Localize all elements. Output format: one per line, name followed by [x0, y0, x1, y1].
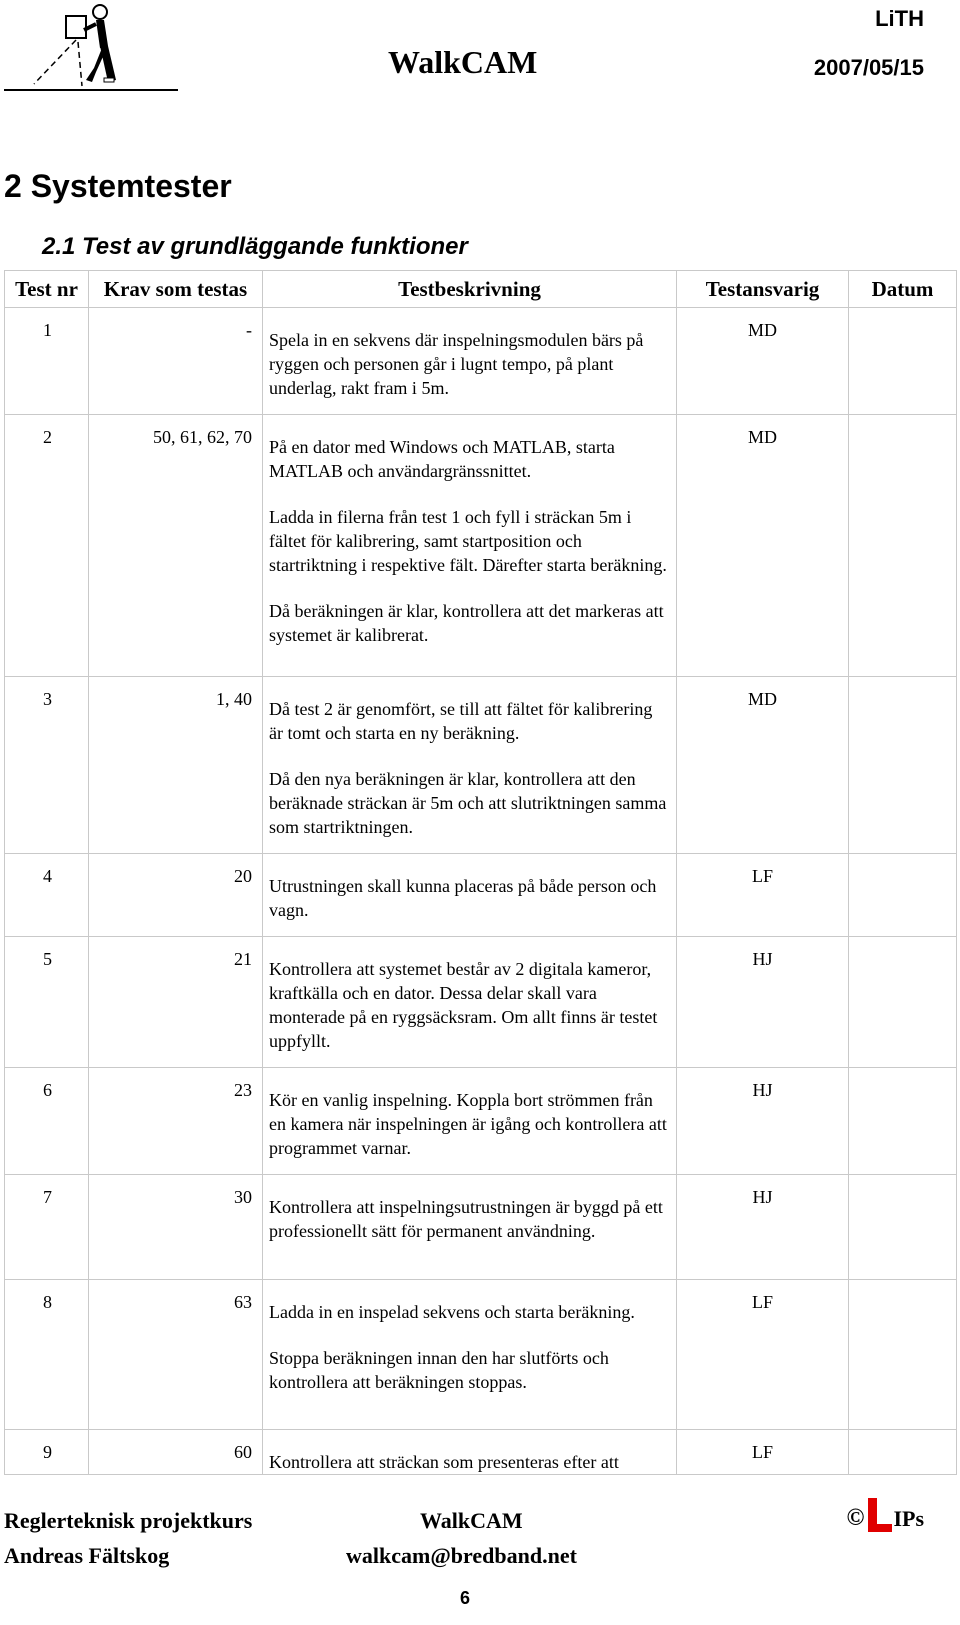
- description-cell: Kontrollera att inspelningsutrustningen är byggd på ett professionellt sätt för permanent användning.: [263, 1175, 677, 1280]
- date-cell: [849, 1280, 957, 1430]
- responsible-cell: LF: [677, 854, 849, 937]
- table-row: [5, 1175, 957, 1280]
- date-cell: [849, 415, 957, 677]
- description-cell: Kontrollera att sträckan som presenteras efter att: [263, 1430, 677, 1475]
- table-row: [5, 854, 957, 937]
- krav-cell: 23: [89, 1068, 263, 1175]
- table-row: [5, 677, 957, 854]
- column-header-testbeskrivning: Testbeskrivning: [263, 271, 677, 308]
- responsible-cell: MD: [677, 415, 849, 677]
- table-row: [5, 1280, 957, 1430]
- krav-cell: 60: [89, 1430, 263, 1475]
- test-nr-cell: 6: [5, 1068, 89, 1175]
- test-nr-cell: 1: [5, 308, 89, 415]
- krav-cell: 20: [89, 854, 263, 937]
- footer-brand: [847, 1498, 925, 1532]
- test-nr-cell: 9: [5, 1430, 89, 1475]
- date-cell: [849, 854, 957, 937]
- description-cell: Då test 2 är genomfört, se till att fältet för kalibrering är tomt och starta en ny beräkning. Då den nya beräkningen är klar, kontrollera att den beräknade sträckan är 5m och att slutriktningen samma som startriktningen.: [263, 677, 677, 854]
- test-nr-cell: 3: [5, 677, 89, 854]
- column-header-krav: Krav som testas: [89, 271, 263, 308]
- column-header-datum: Datum: [849, 271, 957, 308]
- copyright-icon: ©: [846, 1505, 865, 1531]
- test-table: [4, 270, 957, 1475]
- table-row: [5, 308, 957, 415]
- krav-cell: 1, 40: [89, 677, 263, 854]
- responsible-cell: HJ: [677, 1175, 849, 1280]
- date-cell: [849, 677, 957, 854]
- footer-author: Andreas Fältskog: [4, 1543, 170, 1568]
- krav-cell: 63: [89, 1280, 263, 1430]
- krav-cell: 21: [89, 937, 263, 1068]
- walking-camera-person-icon: [4, 2, 180, 90]
- lips-logo: [866, 1498, 892, 1532]
- table-row: [5, 937, 957, 1068]
- date-cell: [849, 937, 957, 1068]
- footer-project: WalkCAM: [420, 1508, 523, 1533]
- test-nr-cell: 4: [5, 854, 89, 937]
- column-header-test-nr: Test nr: [5, 271, 89, 308]
- test-nr-cell: 5: [5, 937, 89, 1068]
- krav-cell: 50, 61, 62, 70: [89, 415, 263, 677]
- table-header-row: [5, 271, 957, 308]
- responsible-cell: MD: [677, 308, 849, 415]
- description-cell: På en dator med Windows och MATLAB, starta MATLAB och användargränssnittet. Ladda in filerna från test 1 och fyll i sträckan 5m i fältet för kalibrering, samt startposition och startriktning i respektive fält. Därefter starta beräkning. Då beräkningen är klar, kontrollera att det markeras att systemet är kalibrerat.: [263, 415, 677, 677]
- brand-suffix: IPs: [893, 1506, 924, 1531]
- document-date: 2007/05/15: [813, 55, 924, 80]
- test-nr-cell: 2: [5, 415, 89, 677]
- page-number: 6: [460, 1588, 471, 1608]
- responsible-cell: HJ: [677, 937, 849, 1068]
- organization-name: LiTH: [875, 6, 924, 31]
- table-row: [5, 415, 957, 677]
- description-cell: Ladda in en inspelad sekvens och starta beräkning. Stoppa beräkningen innan den har slutförts och kontrollera att beräkningen stoppas.: [263, 1280, 677, 1430]
- responsible-cell: LF: [677, 1280, 849, 1430]
- description-cell: Kör en vanlig inspelning. Koppla bort strömmen från en kamera när inspelningen är igång och kontrollera att programmet varnar.: [263, 1068, 677, 1175]
- footer-email: walkcam@bredband.net: [346, 1543, 577, 1568]
- header-rule: [4, 89, 178, 91]
- description-cell: Utrustningen skall kunna placeras på både person och vagn.: [263, 854, 677, 937]
- krav-cell: 30: [89, 1175, 263, 1280]
- subsection-heading: 2.1 Test av grundläggande funktioner: [42, 233, 468, 260]
- description-cell: Kontrollera att systemet består av 2 digitala kameror, kraftkälla och en dator. Dessa delar skall vara monterade på en ryggsäcksram. Om allt finns är testet uppfyllt.: [263, 937, 677, 1068]
- date-cell: [849, 308, 957, 415]
- column-header-testansvarig: Testansvarig: [677, 271, 849, 308]
- footer-course: Reglerteknisk projektkurs: [4, 1508, 253, 1533]
- document-title: WalkCAM: [388, 44, 538, 80]
- description-cell: Spela in en sekvens där inspelningsmodulen bärs på ryggen och personen går i lugnt tempo, på plant underlag, rakt fram i 5m.: [263, 308, 677, 415]
- test-nr-cell: 7: [5, 1175, 89, 1280]
- date-cell: [849, 1175, 957, 1280]
- responsible-cell: HJ: [677, 1068, 849, 1175]
- responsible-cell: LF: [677, 1430, 849, 1475]
- date-cell: [849, 1430, 957, 1475]
- section-heading: 2 Systemtester: [4, 168, 232, 204]
- date-cell: [849, 1068, 957, 1175]
- krav-cell: -: [89, 308, 263, 415]
- table-row: [5, 1430, 957, 1475]
- table-row: [5, 1068, 957, 1175]
- test-nr-cell: 8: [5, 1280, 89, 1430]
- responsible-cell: MD: [677, 677, 849, 854]
